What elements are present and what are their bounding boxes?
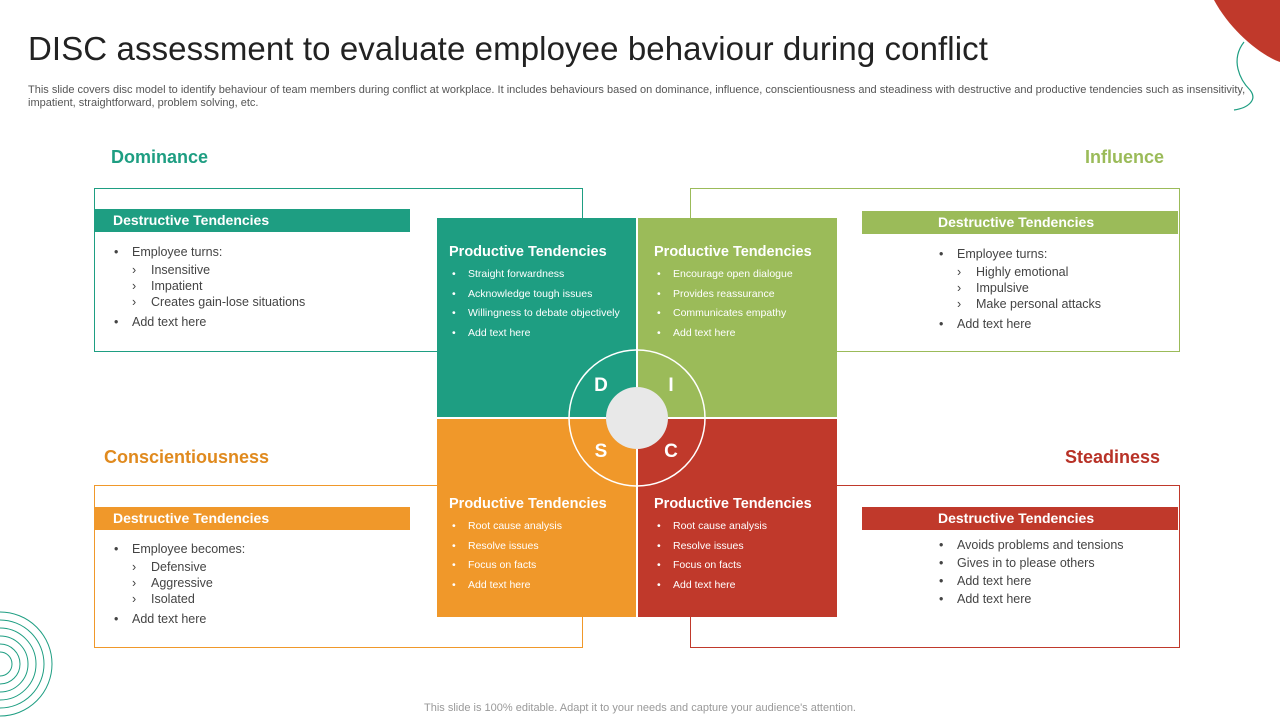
list-item: • Add text here [939,316,1101,332]
page-title: DISC assessment to evaluate employee behaviour during conflict [28,30,989,67]
list-item: • Employee becomes: [114,541,245,557]
steadiness-destructive-list [939,537,1124,609]
list-subitem: › Highly emotional [939,264,1101,280]
list-item: • Root cause analysis [654,520,837,540]
disc-center-circle [567,348,707,488]
steadiness-destructive-bar: Destructive Tendencies [862,507,1178,530]
list-item: • Willingness to debate objectively [449,307,636,327]
conscientiousness-destructive-bar: Destructive Tendencies [95,507,410,530]
list-item: • Focus on facts [449,559,636,579]
influence-heading: Influence [1085,147,1165,167]
steadiness-heading: Steadiness [1065,447,1161,467]
list-item: • Add text here [939,591,1124,607]
list-subitem: › Isolated [114,591,245,607]
list-item: • Focus on facts [654,559,837,579]
productive-tendencies-label: Productive Tendencies [449,496,607,512]
list-subitem: › Make personal attacks [939,296,1101,312]
letter-c: C [664,441,678,462]
list-item: • Add text here [449,579,636,599]
list-item: • Employee turns: [114,244,305,260]
productive-tendencies-label: Productive Tendencies [654,244,812,260]
list-item: • Resolve issues [654,540,837,560]
conscientiousness-heading: Conscientiousness [104,447,270,467]
list-item: • Root cause analysis [449,520,636,540]
conscientiousness-destructive-list [114,541,245,629]
list-item: • Resolve issues [449,540,636,560]
list-subitem: › Defensive [114,559,245,575]
list-subitem: › Impulsive [939,280,1101,296]
list-item: • Add text here [114,314,305,330]
dominance-heading: Dominance [111,147,209,167]
letter-d: D [594,375,608,396]
productive-tendencies-label: Productive Tendencies [449,244,607,260]
footer-note: This slide is 100% editable. Adapt it to your needs and capture your audience's attention. [424,702,856,714]
list-item: • Acknowledge tough issues [449,288,636,308]
influence-destructive-list [939,246,1101,334]
list-item: • Add text here [114,611,245,627]
list-subitem: › Insensitive [114,262,305,278]
list-item: • Encourage open dialogue [654,268,837,288]
letter-s: S [594,441,608,462]
list-subitem: › Aggressive [114,575,245,591]
list-item: • Add text here [449,327,636,347]
list-item: • Add text here [654,327,837,347]
letter-i: I [668,375,674,396]
list-subitem: › Creates gain-lose situations [114,294,305,310]
influence-destructive-bar: Destructive Tendencies [862,211,1178,234]
page-subtitle: This slide covers disc model to identify behaviour of team members during conflict at workplace. It includes behaviours based on dominance, influence, conscientiousness and steadiness with destructive and productive tendencies such as insensitivity, impatient, straightforward, problem solving, etc. [28,84,1246,109]
productive-tendencies-label: Productive Tendencies [654,496,812,512]
list-item: • Employee turns: [939,246,1101,262]
list-item: • Add text here [939,573,1124,589]
list-item: • Gives in to please others [939,555,1124,571]
list-item: • Provides reassurance [654,288,837,308]
dominance-destructive-bar: Destructive Tendencies [95,209,410,232]
list-subitem: › Impatient [114,278,305,294]
list-item: • Communicates empathy [654,307,837,327]
list-item: • Straight forwardness [449,268,636,288]
dominance-destructive-list [114,244,305,332]
list-item: • Avoids problems and tensions [939,537,1124,553]
list-item: • Add text here [654,579,837,599]
